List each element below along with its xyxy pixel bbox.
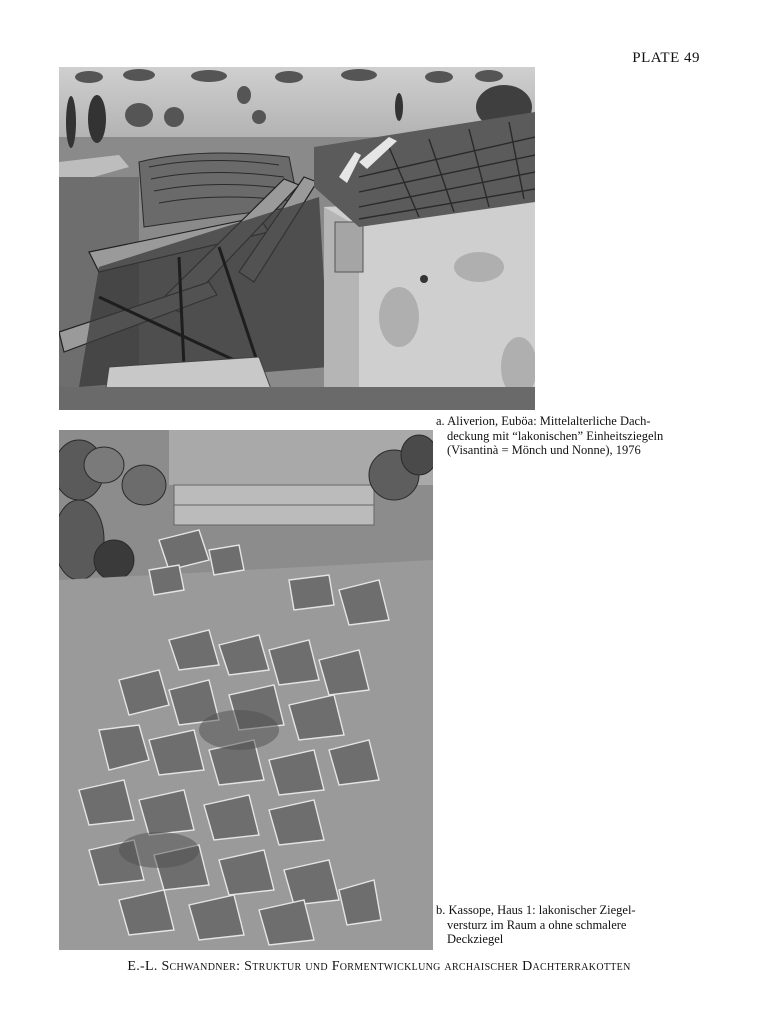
caption-b-line: versturz im Raum a ohne schmalere <box>447 917 627 932</box>
caption-a-line: (Visantinà = Mönch und Nonne), 1976 <box>447 443 641 457</box>
page-footer: E.-L. Schwandner: Struktur und Formentwicklung archaischer Dachterrakotten <box>127 959 631 974</box>
photo-b-tile-collapse <box>59 430 433 950</box>
caption-b <box>436 903 636 947</box>
plate-label: PLATE 49 <box>632 50 700 66</box>
caption-a-line: a. Aliverion, Euböa: Mittelalterliche Dach- <box>436 414 651 428</box>
caption-b-line: b. Kassope, Haus 1: lakonischer Ziegel- <box>436 903 636 917</box>
caption-a-line: deckung mit “lakonischen” Einheitsziegeln <box>447 428 664 443</box>
caption-a <box>436 414 663 458</box>
caption-b-line: Deckziegel <box>447 932 504 946</box>
photo-a-collapsed-roof <box>59 67 535 410</box>
